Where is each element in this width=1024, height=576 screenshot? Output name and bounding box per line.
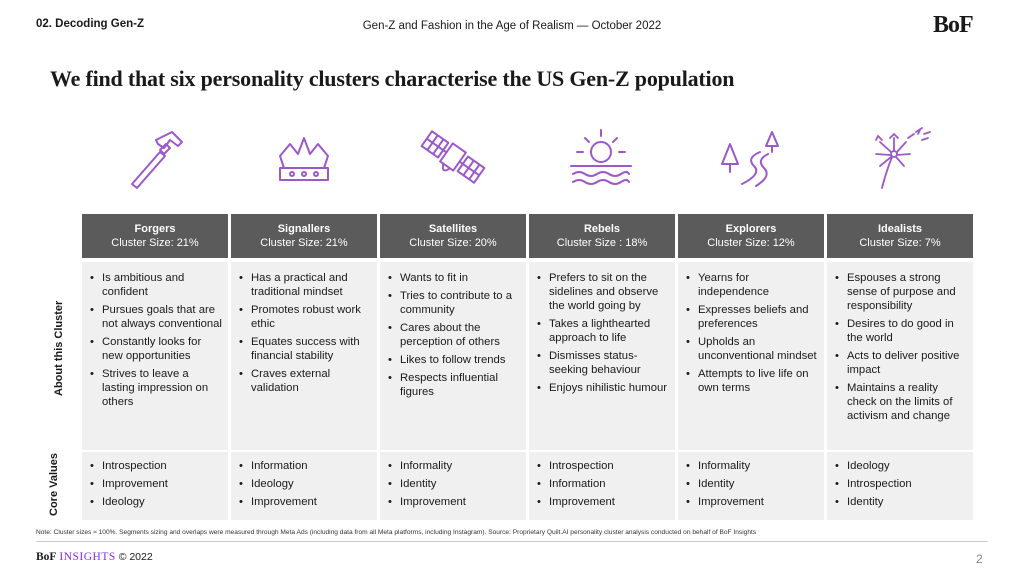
about-cell — [231, 262, 377, 450]
core-value: • Identity — [386, 477, 520, 491]
bof-logo: BoF — [933, 12, 973, 38]
core-value: • Information — [237, 459, 371, 473]
trees-road-icon — [712, 122, 788, 192]
page-number: 2 — [976, 552, 983, 566]
footer-copyright: © 2022 — [118, 551, 153, 563]
about-cell — [678, 262, 824, 450]
core-value: • Improvement — [535, 495, 669, 509]
cluster-header — [82, 214, 228, 258]
core-value: • Improvement — [88, 477, 222, 491]
cluster-size: Cluster Size: 20% — [409, 237, 497, 249]
cluster-signallers — [231, 214, 377, 520]
about-item: • Takes a lighthearted approach to life — [535, 317, 669, 345]
about-item: • Upholds an unconventional mindset — [684, 335, 818, 363]
about-item: • Pursues goals that are not always conventional — [88, 303, 222, 331]
core-value: • Identity — [684, 477, 818, 491]
crown-icon — [266, 122, 342, 192]
cluster-header — [678, 214, 824, 258]
row-label-about: About this Cluster — [53, 300, 65, 396]
core-value: • Informality — [386, 459, 520, 473]
about-item: • Enjoys nihilistic humour — [535, 381, 669, 395]
cluster-size: Cluster Size: 21% — [260, 237, 348, 249]
about-cell — [380, 262, 526, 450]
cluster-name: Explorers — [725, 223, 777, 235]
core-value: • Introspection — [88, 459, 222, 473]
about-item: • Craves external validation — [237, 367, 371, 395]
core-value: • Ideology — [833, 459, 967, 473]
cluster-header — [827, 214, 973, 258]
core-value: • Introspection — [535, 459, 669, 473]
core-value: • Identity — [833, 495, 967, 509]
cluster-idealists — [827, 214, 973, 520]
row-label-core: Core Values — [48, 453, 60, 516]
section-label: 02. Decoding Gen-Z — [36, 18, 144, 30]
footer-logo-bof: BoF — [36, 551, 57, 563]
cluster-size: Cluster Size: 21% — [111, 237, 199, 249]
cluster-name: Forgers — [134, 223, 176, 235]
about-item: • Desires to do good in the world — [833, 317, 967, 345]
about-cell — [827, 262, 973, 450]
core-value: • Improvement — [684, 495, 818, 509]
about-item: • Yearns for independence — [684, 271, 818, 299]
about-item: • Tries to contribute to a community — [386, 289, 520, 317]
core-value: • Improvement — [237, 495, 371, 509]
source-note: Note: Cluster sizes ≈ 100%. Segments sizing and overlaps were measured through Meta Ads (including data from all Meta platforms, including Instagram). Source: Proprietary Quilt.AI personality cluster analysis conducted on behalf of BoF Insights — [36, 529, 757, 536]
footer-divider — [36, 541, 988, 542]
about-item: • Likes to follow trends — [386, 353, 520, 367]
document-title: Gen-Z and Fashion in the Age of Realism — October 2022 — [362, 20, 662, 32]
page-headline: We find that six personality clusters characterise the US Gen-Z population — [50, 66, 735, 91]
cluster-header — [529, 214, 675, 258]
cluster-satellites — [380, 214, 526, 520]
cluster-name: Rebels — [583, 223, 621, 235]
about-cell — [529, 262, 675, 450]
core-value: • Introspection — [833, 477, 967, 491]
cluster-header — [231, 214, 377, 258]
about-item: • Cares about the perception of others — [386, 321, 520, 349]
about-item: • Equates success with financial stability — [237, 335, 371, 363]
core-value: • Informality — [684, 459, 818, 473]
cluster-explorers — [678, 214, 824, 520]
about-item: • Attempts to live life on own terms — [684, 367, 818, 395]
dandelion-icon — [860, 122, 936, 192]
cluster-forgers — [82, 214, 228, 520]
about-item: • Has a practical and traditional mindset — [237, 271, 371, 299]
core-value: • Information — [535, 477, 669, 491]
about-item: • Wants to fit in — [386, 271, 520, 285]
core-values-cell — [827, 452, 973, 520]
cluster-header — [380, 214, 526, 258]
about-cell — [82, 262, 228, 450]
cluster-name: Idealists — [877, 223, 923, 235]
core-value: • Ideology — [237, 477, 371, 491]
cluster-name: Satellites — [428, 223, 478, 235]
core-value: • Improvement — [386, 495, 520, 509]
cluster-name: Signallers — [277, 223, 331, 235]
satellite-icon — [415, 122, 491, 192]
core-values-cell — [82, 452, 228, 520]
about-item: • Espouses a strong sense of purpose and responsibility — [833, 271, 967, 313]
about-item: • Prefers to sit on the sidelines and observe the world going by — [535, 271, 669, 313]
cluster-size: Cluster Size : 18% — [556, 237, 648, 249]
core-values-cell — [678, 452, 824, 520]
about-item: • Constantly looks for new opportunities — [88, 335, 222, 363]
about-item: • Expresses beliefs and preferences — [684, 303, 818, 331]
sunset-icon — [563, 122, 639, 192]
cluster-size: Cluster Size: 7% — [859, 237, 941, 249]
core-values-cell — [529, 452, 675, 520]
about-item: • Promotes robust work ethic — [237, 303, 371, 331]
core-values-cell — [231, 452, 377, 520]
about-item: • Dismisses status-seeking behaviour — [535, 349, 669, 377]
about-item: • Strives to leave a lasting impression on others — [88, 367, 222, 409]
cluster-rebels — [529, 214, 675, 520]
about-item: • Acts to deliver positive impact — [833, 349, 967, 377]
cluster-size: Cluster Size: 12% — [707, 237, 795, 249]
core-values-cell — [380, 452, 526, 520]
about-item: • Is ambitious and confident — [88, 271, 222, 299]
hammer-icon — [118, 122, 194, 192]
about-item: • Maintains a reality check on the limits of activism and change — [833, 381, 967, 423]
about-item: • Respects influential figures — [386, 371, 520, 399]
core-value: • Ideology — [88, 495, 222, 509]
footer-brand — [36, 551, 153, 563]
footer-logo-insights: INSIGHTS — [59, 551, 116, 563]
